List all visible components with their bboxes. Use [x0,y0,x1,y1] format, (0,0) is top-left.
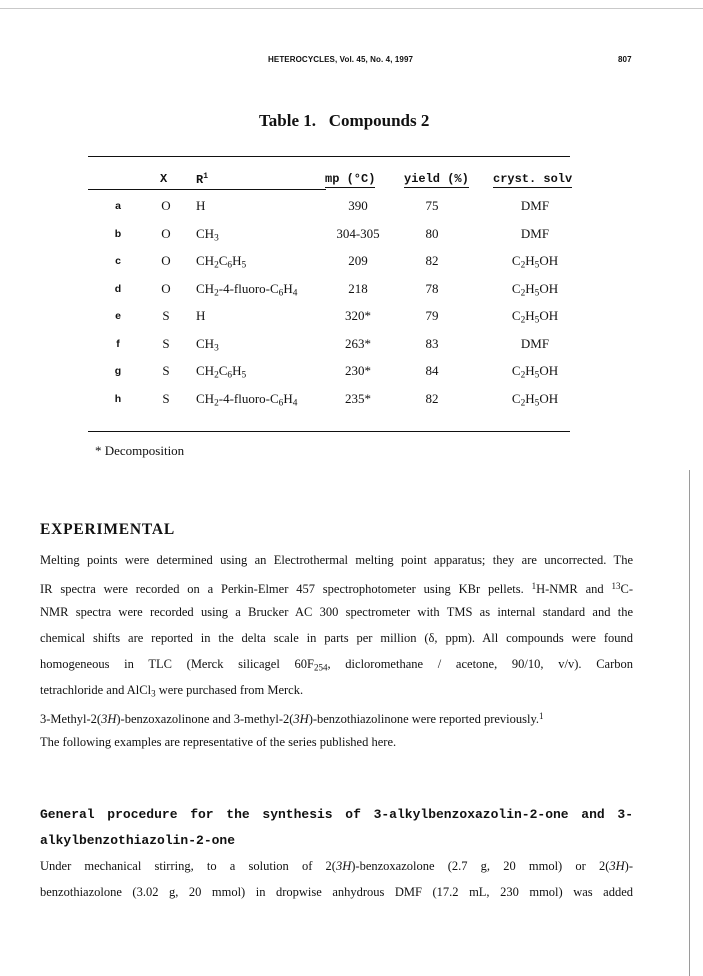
compound-label: f [116,337,120,350]
table-title: Table 1. Compounds 2 [259,111,430,130]
cell-solv [490,336,580,352]
cell-solv [490,391,580,408]
text-run: CH [196,280,215,296]
running-header-journal: HETEROCYCLES, Vol. 45, No. 4, 1997 [268,55,414,64]
cell-r1 [196,253,246,270]
paragraph-line [40,853,633,879]
text-run: OH [539,253,559,268]
paragraph-line [40,651,633,677]
text-run: C [511,253,521,268]
text-run: 5 [534,370,540,381]
cell-mp: 230* [345,363,371,378]
general-procedure-heading-line-1: General procedure for the synthesis of 3-alkylbenzoxazolin-2-one and 3- [40,807,633,822]
text-run: H [283,390,293,406]
text-run: H [232,253,242,268]
text-run: Melting points were determined using an Electrothermal melting point apparatus; they are uncorrected. The [40,553,633,567]
text-run: OH [539,308,559,323]
text-run: H [196,198,206,213]
text-run: 5 [534,260,540,271]
text-run: 3 [214,342,219,353]
cell-x: O [161,225,171,241]
compound-label: a [115,200,121,212]
text-run: 5 [534,315,540,326]
cell-solv [490,363,580,380]
text-run: 6 [227,260,233,271]
paragraph-line [40,547,633,573]
text-run: NMR spectra were recorded using a Brucker AC 300 spectrometer with TMS as internal standard and the [40,605,633,619]
text-run: H [283,280,293,296]
right-margin-line [689,470,690,976]
text-run: OH [539,280,559,296]
column-header-x: X [160,172,168,186]
text-run: H [196,308,206,323]
text-run: Under mechanical stirring, to a solution of 2( [40,859,336,873]
cell-yield: 75 [425,198,439,213]
text-run: CH [196,390,215,406]
table-top-rule [88,156,570,157]
text-run: 6 [227,370,233,381]
cell-x: S [162,363,170,378]
text-run: 2 [214,260,219,271]
cell-solv [490,253,580,270]
section-heading-experimental: EXPERIMENTAL [40,521,176,538]
general-procedure-heading [40,802,633,854]
cell-yield: 79 [425,308,439,323]
text-run: C [218,363,228,378]
general-procedure-paragraph [40,853,633,905]
cell-yield: 83 [425,335,439,351]
compound-label: c [115,255,121,267]
text-run: C- [620,582,633,597]
compound-label: g [114,365,122,377]
compound-label: b [114,227,122,240]
cell-solv [490,226,580,242]
text-run: 3H [609,859,625,873]
text-run: C [511,390,521,406]
cell-x: S [162,335,170,351]
text-run: C [218,253,228,268]
text-run: 2 [520,397,526,408]
text-run: 2 [520,315,526,326]
text-run: homogeneous in TLC (Merck silicagel 60F [40,657,314,671]
text-run: H [232,363,242,378]
general-procedure-heading-line-2: alkylbenzothiazolin-2-one [40,833,236,848]
table-footnote: * Decomposition [95,443,185,458]
text-run: DMF [520,198,550,213]
text-run: 6 [278,397,284,408]
cell-mp: 390 [348,198,368,213]
cell-x: O [161,280,171,296]
text-run: CH [196,225,215,241]
text-run: chemical shifts are reported in the delta scale in parts per million (δ, ppm). All compounds were found [40,631,633,645]
cell-yield: 84 [425,363,439,378]
text-run: benzothiazolone (3.02 g, 20 mmol) in dropwise anhydrous DMF (17.2 mL, 230 mmol) was added [40,885,633,899]
text-run: 1 [531,581,537,591]
cell-r1 [196,336,219,353]
experimental-paragraph [40,547,633,755]
cell-r1 [196,391,297,408]
text-run: CH [196,363,215,378]
cell-solv [490,198,580,214]
text-run: OH [539,390,559,406]
text-run: 254 [313,662,328,673]
text-run: )-benzothiazolinone were reported previously. [308,712,540,727]
text-run: 3-Methyl-2( [40,712,102,727]
top-border-line [0,8,703,9]
cell-x: S [162,308,170,323]
cell-mp: 304-305 [336,225,380,241]
text-run: OH [539,363,559,378]
text-run: )-benzoxazolone (2.7 g, 20 mmol) or 2( [351,859,610,873]
text-run: 5 [241,260,247,271]
text-run: 4 [292,287,298,298]
cell-solv [490,308,580,325]
text-run: CH [196,335,215,351]
compound-label: d [114,282,122,295]
text-run: -4-fluoro-C [218,390,279,406]
text-run: , dicloromethane / acetone, 90/10, v/v). Carbon [327,657,633,671]
text-run: 3 [214,232,219,243]
text-run: 2 [214,397,219,408]
cell-mp: 209 [348,253,368,268]
text-run: C [511,308,521,323]
text-run: H [525,390,535,406]
cell-r1 [196,308,205,324]
cell-r1 [196,198,205,214]
column-header-solv: cryst. solv [493,172,573,186]
paragraph-line [40,703,633,729]
paragraph-line [40,677,633,703]
text-run: 13 [611,581,621,591]
text-run: DMF [520,335,550,351]
paragraph-line [40,729,633,755]
text-run: 2 [214,287,219,298]
text-run: 4 [292,397,298,408]
text-run: IR spectra were recorded on a Perkin-Elmer 457 spectrophotometer using KBr pellets. [40,582,532,597]
text-run: 5 [534,287,540,298]
text-run: The following examples are representative of the series published here. [40,735,397,749]
text-run: tetrachloride and AlCl [40,683,152,697]
cell-r1 [196,363,246,380]
text-run: 1 [539,711,544,721]
paragraph-line [40,625,633,651]
paragraph-line [40,879,633,905]
text-run: C [511,363,521,378]
text-run: )- [624,859,633,873]
cell-solv [490,281,580,298]
text-run: H [525,253,535,268]
cell-r1 [196,226,219,243]
cell-mp: 235* [345,390,371,406]
cell-yield: 82 [425,253,439,268]
text-run: H [525,363,535,378]
text-run: were purchased from Merck. [155,683,304,697]
text-run: 3H [335,859,352,873]
cell-x: S [162,390,170,406]
text-run: CH [196,253,215,268]
text-run: 2 [520,260,526,271]
cell-mp: 218 [348,280,368,296]
paragraph-line [40,573,633,599]
cell-yield: 80 [425,225,439,241]
text-run: -4-fluoro-C [218,280,279,296]
compound-label: e [115,310,121,322]
cell-yield: 78 [425,280,439,296]
text-run: 2 [214,370,219,381]
text-run: 3 [151,688,156,699]
text-run: )-benzoxazolinone and 3-methyl-2( [116,712,294,727]
paragraph-line [40,599,633,625]
column-header-r1: $R^1$ [196,172,209,187]
table-bottom-rule [88,431,570,432]
text-run: C [511,280,521,296]
text-run: H [525,280,535,296]
text-run: 5 [534,397,540,408]
text-run: 3H [101,712,117,727]
text-run: 2 [520,370,526,381]
cell-r1 [196,281,297,298]
text-run: 3H [293,712,309,727]
compound-label: h [114,392,122,405]
column-header-yield: yield (%) [404,172,469,186]
text-run: DMF [520,225,550,241]
table-header-rule [88,189,326,190]
text-run: H-NMR and [536,582,612,597]
text-run: 5 [241,370,247,381]
cell-x: O [161,198,171,213]
text-run: 6 [278,287,284,298]
cell-yield: 82 [425,390,439,406]
page-number: 807 [618,55,632,64]
text-run: 2 [520,287,526,298]
column-header-mp: mp (°C) [325,172,376,186]
text-run: H [525,308,535,323]
cell-mp: 263* [345,335,371,351]
cell-mp: 320* [345,308,371,323]
cell-x: O [161,253,171,268]
